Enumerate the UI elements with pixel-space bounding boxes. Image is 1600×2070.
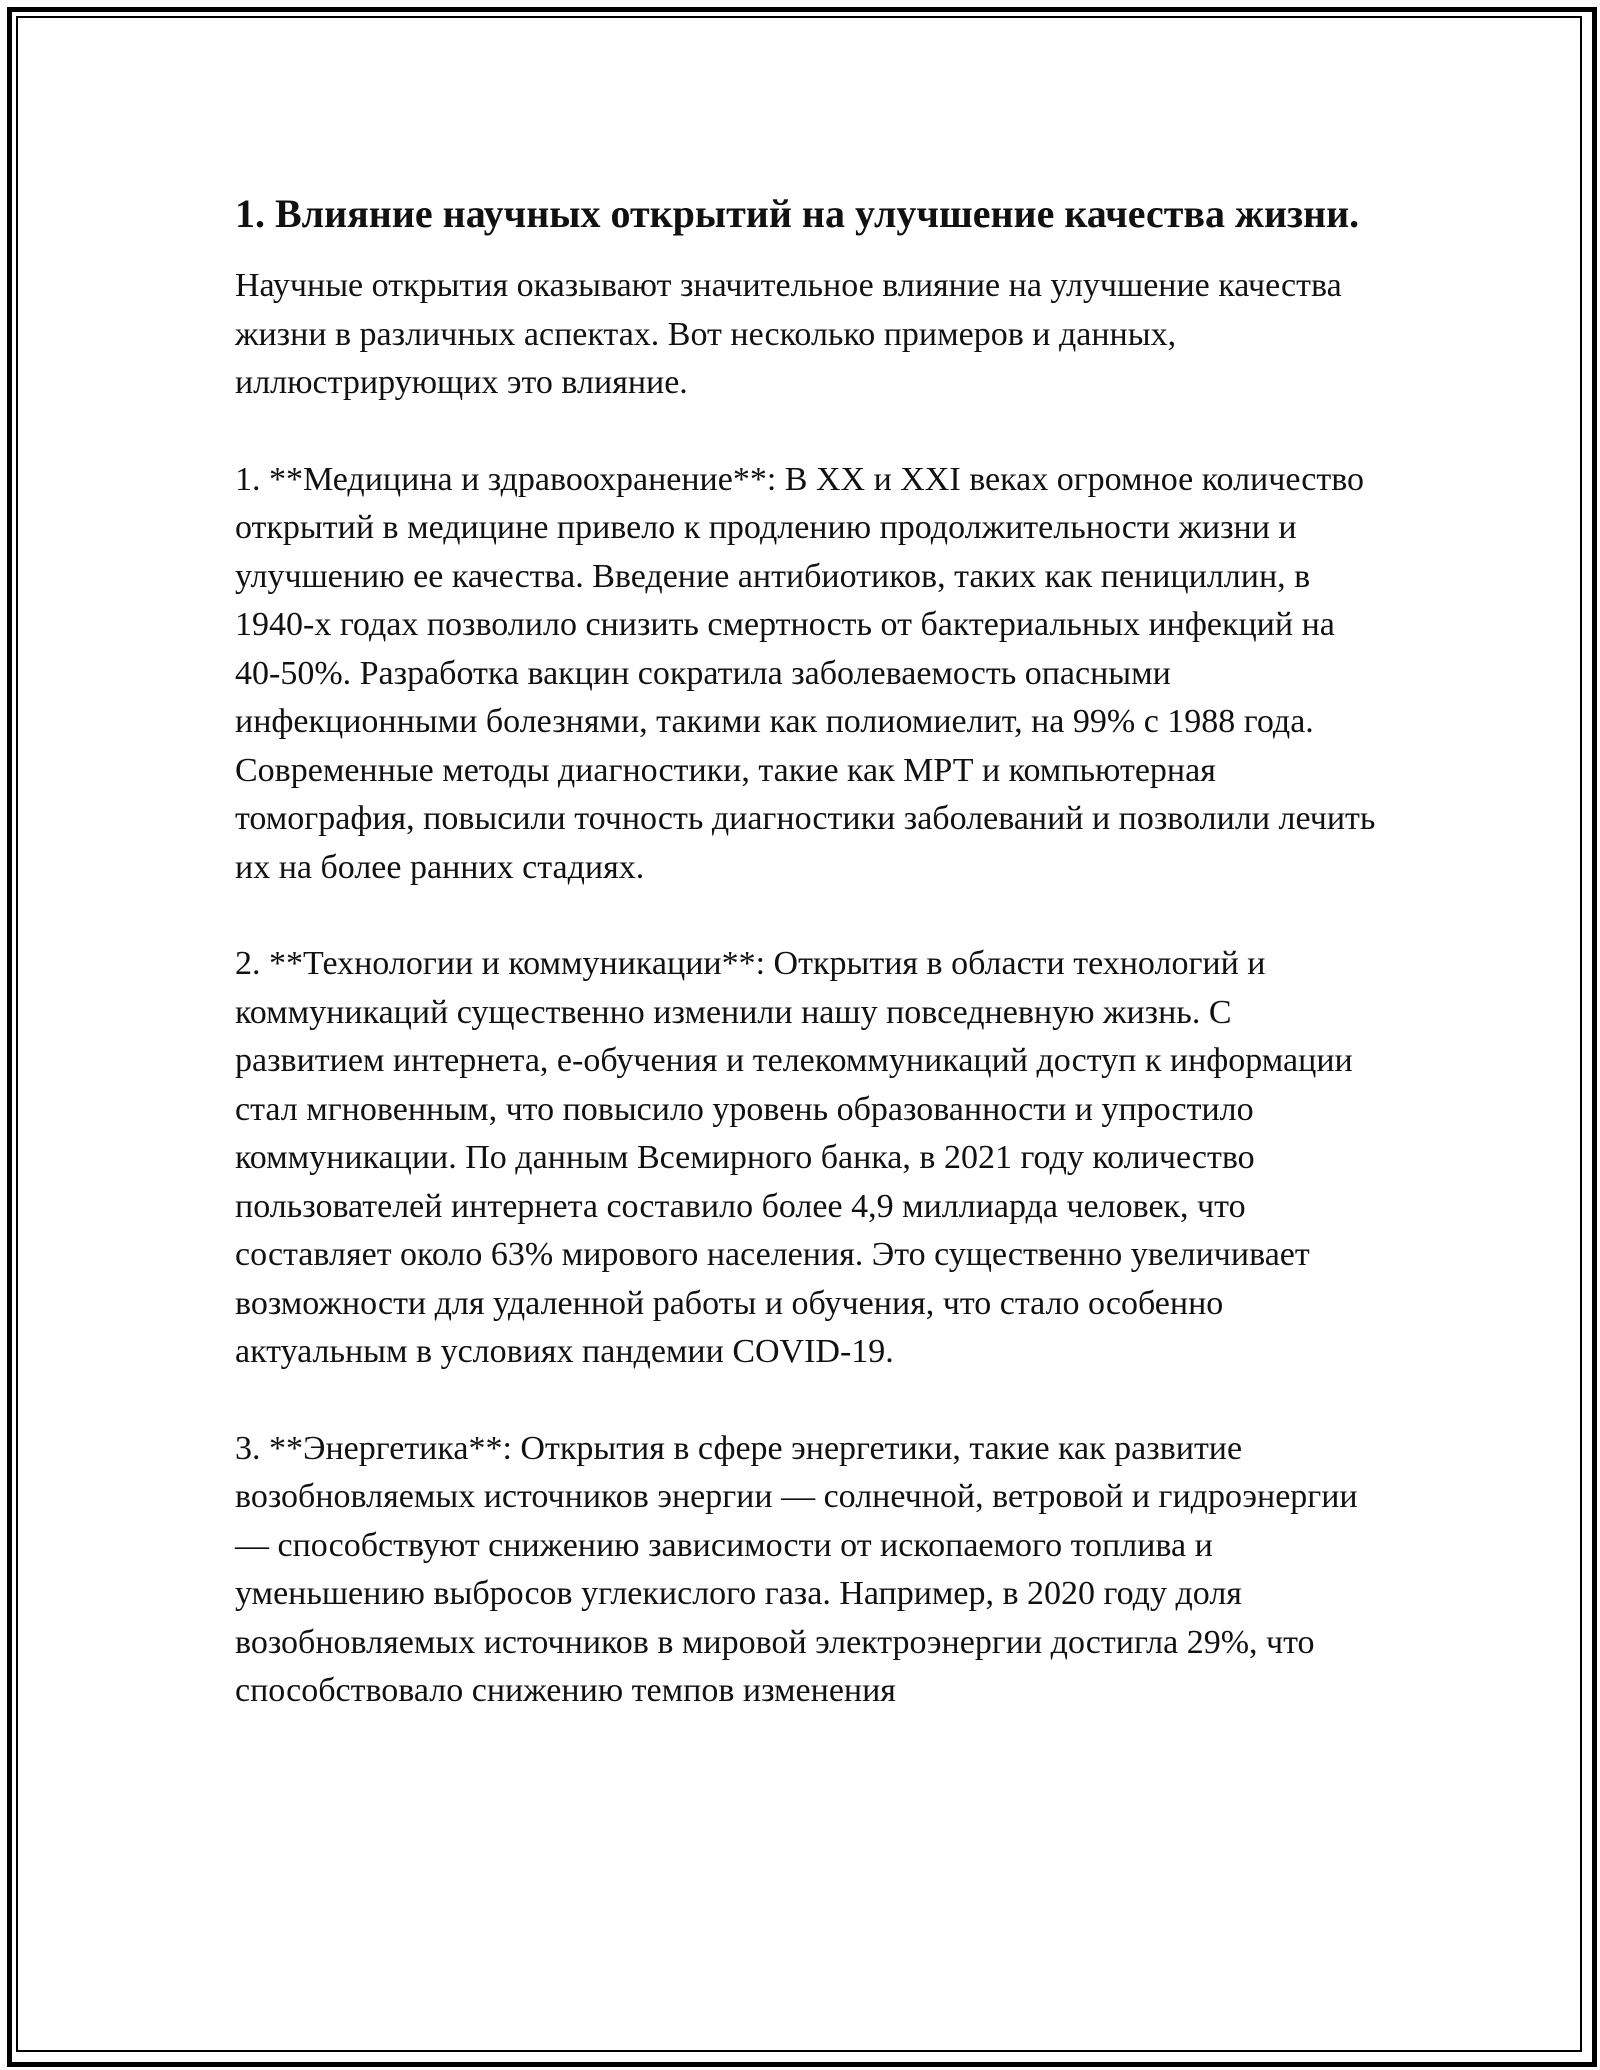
document-title: 1. Влияние научных открытий на улучшение качества жизни. (235, 191, 1360, 236)
energy-paragraph: 3. **Энергетика**: Открытия в сфере энергетики, такие как развитие возобновляемых источников энергии — солнечной, ветровой и гидроэнергии — способствуют снижению зависимости от ископаемого топлива и уменьшению выбросов углекислого газа. Например, в 2020 году доля возобновляемых источников в мировой электроэнергии достигла 29%, что способствовало снижению темпов изменения (235, 1429, 1358, 1709)
document-page (235, 186, 1385, 1716)
technology-paragraph: 2. **Технологии и коммуникации**: Открытия в области технологий и коммуникаций существенно изменили нашу повседневную жизнь. С развитием интернета, e-обучения и телекоммуникаций доступ к информации стал мгновенным, что повысило уровень образованности и упростило коммуникации. По данным Всемирного банка, в 2021 году количество пользователей интернета составило более 4,9 миллиарда человек, что составляет около 63% мирового населения. Это существенно увеличивает возможности для удаленной работы и обучения, что стало особенно актуальным в условиях пандемии COVID-19. (235, 945, 1353, 1370)
medicine-paragraph: 1. **Медицина и здравоохранение**: В XX и XXI веках огромное количество открытий в медицине привело к продлению продолжительности жизни и улучшению ее качества. Введение антибиотиков, таких как пенициллин, в 1940-х годах позволило снизить смертность от бактериальных инфекций на 40-50%. Разработка вакцин сократила заболеваемость опасными инфекционными болезнями, такими как полиомиелит, на 99% с 1988 года. Современные методы диагностики, такие как МРТ и компьютерная томография, повысили точность диагностики заболеваний и позволили лечить их на более ранних стадиях. (235, 460, 1376, 886)
intro-paragraph: Научные открытия оказывают значительное влияние на улучшение качества жизни в различных аспектах. Вот несколько примеров и данных, иллюстрирующих это влияние. (235, 267, 1342, 401)
